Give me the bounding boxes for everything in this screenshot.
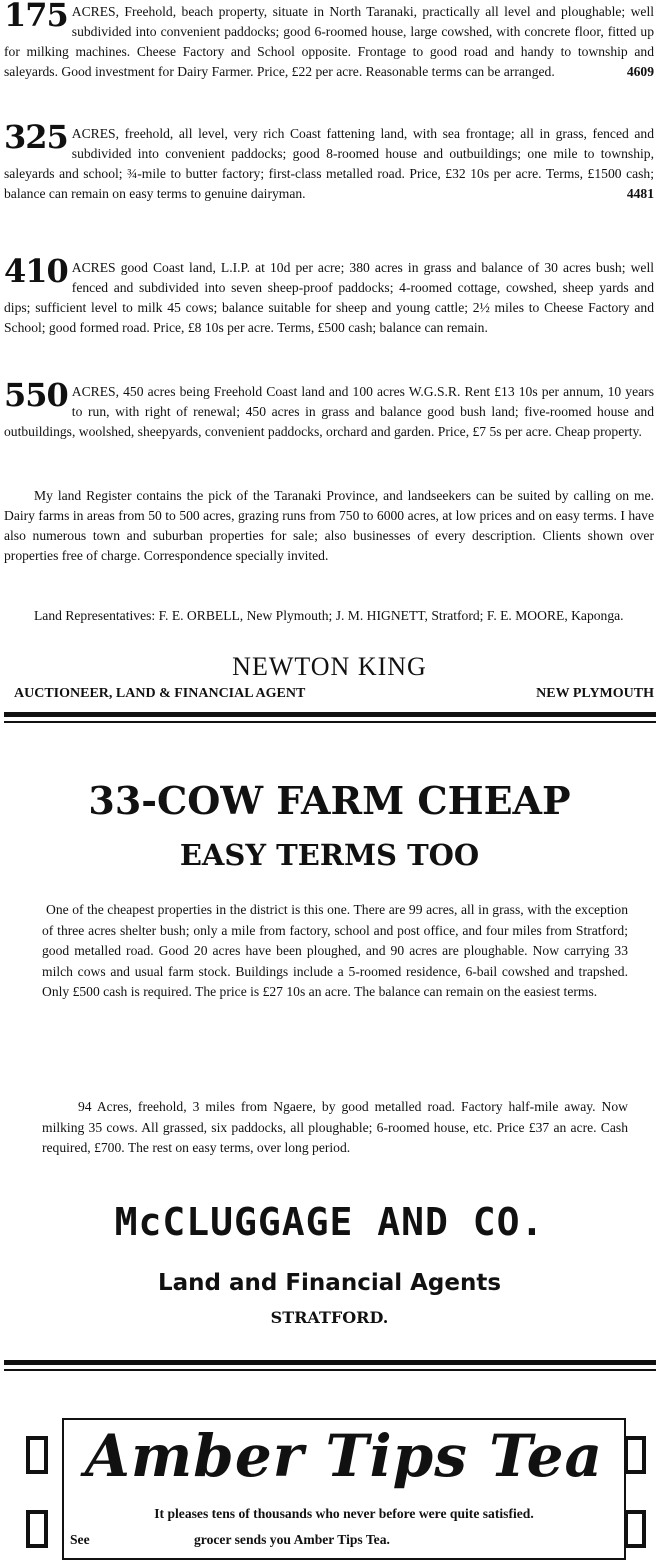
newton-king-byline	[14, 686, 654, 702]
listing-text: ACRES, freehold, all level, very rich Coast fattening land, with sea frontage; all in grass, fenced and subdivided into convenient paddocks; good 8-roomed house and outbuildings; one mile to township, saleyards and school; ¾-mile to butter factory; first-class metalled road. Price, £32 10s per acre. Terms, £1500 cash; balance can remain on easy terms to genuine dairyman.	[4, 126, 654, 201]
divider-rule	[4, 712, 656, 717]
mccluggage-role: Land and Financial Agents	[157, 1270, 502, 1296]
listing-acreage: 410	[4, 252, 68, 290]
listing-acreage: 175	[4, 0, 68, 34]
border-ornament	[624, 1436, 646, 1474]
listing-175	[4, 2, 654, 82]
tea-tagline: grocer sends you Amber Tips Tea.	[194, 1532, 390, 1547]
mccluggage-town: STRATFORD.	[270, 1308, 389, 1327]
border-ornament	[26, 1436, 48, 1474]
listing-text: ACRES, Freehold, beach property, situate in North Taranaki, practically all level and ploughable; well subdivided into convenient paddocks; good 6-roomed house, large cowshed, with concrete floor, fitted up for milking machines. Cheese Factory and School opposite. Frontage to good road and handy to township and saleyards. Good investment for Dairy Farmer. Price, £22 per acre. Reasonable terms can be arranged.	[4, 4, 654, 79]
farm-subhead: EASY TERMS TOO	[179, 838, 480, 872]
listing-acreage: 325	[4, 118, 68, 156]
amber-tips-tea-ad	[62, 1418, 626, 1560]
farm-headline: 33-COW FARM CHEAP	[88, 778, 571, 823]
tea-see: See	[70, 1532, 90, 1547]
listing-ref: 4481	[626, 186, 654, 201]
amber-tips-tea-logo: Amber Tips Tea	[84, 1422, 604, 1490]
divider-rule	[4, 1360, 656, 1365]
listing-text: ACRES, 450 acres being Freehold Coast land and 100 acres W.G.S.R. Rent £13 10s per annum, 10 years to run, with right of renewal; 450 acres in grass and balance good bush land; five-roomed house and outbuildings, woolshed, sheepyards, convenient paddocks, orchard and garden. Price, £7 5s per acre. Cheap property.	[4, 384, 654, 439]
divider-rule	[4, 721, 656, 723]
listing-550	[4, 376, 654, 442]
divider-rule	[4, 1369, 656, 1371]
listing-text: ACRES good Coast land, L.I.P. at 10d per acre; 380 acres in grass and balance of 30 acres bush; well fenced and subdivided into seven sheep-proof paddocks; 4-roomed cottage, cowshed, sheep yards and dips; sufficient level to milk 45 cows; balance suitable for sheep and young cattle; 2½ miles to Cheese Factory and School; good formed road. Price, £8 10s per acre. Terms, £500 cash; balance can remain.	[4, 260, 654, 335]
listing-acreage: 550	[4, 376, 68, 414]
listing-ref: 4609	[626, 64, 654, 79]
farm-paragraph: One of the cheapest properties in the district is this one. There are 99 acres, all in grass, with the exception of three acres shelter bush; only a mile from factory, school and post office, and four miles from Stratford; good metalled road. Good 20 acres have been ploughed, and 90 acres are ploughable. Now carrying 33 milch cows and usual farm stock. Buildings include a 5-roomed residence, 6-bail cowshed and trapshed. Only £500 cash is required. The price is £27 10s an acre. The balance can remain on the easiest terms.	[42, 902, 628, 999]
listing-325	[4, 118, 654, 204]
register-paragraph: My land Register contains the pick of the Taranaki Province, and landseekers can be suited by calling on me. Dairy farms in areas from 50 to 500 acres, grazing runs from 750 to 6000 acres, at low prices and on easy terms. I have also numerous town and suburban properties for sale; also businesses of every description. Clients shown over properties free of charge. Correspondence specially invited.	[4, 488, 654, 563]
tea-slogan: It pleases tens of thousands who never before were quite satisfied.	[154, 1506, 534, 1521]
farm-paragraph-94-acres: 94 Acres, freehold, 3 miles from Ngaere, by good metalled road. Factory half-mile away. Now milking 35 cows. All grassed, six paddocks, all ploughable; 6-roomed house, etc. Price £37 an acre. Cash required, £700. The rest on easy terms, over long period.	[42, 1099, 628, 1155]
mccluggage-name: McCLUGGAGE AND CO.	[114, 1200, 545, 1244]
border-ornament	[624, 1510, 646, 1548]
newton-king-town: NEW PLYMOUTH	[536, 686, 654, 701]
newton-king-name: NEWTON KING	[232, 652, 427, 681]
newton-king-role: AUCTIONEER, LAND & FINANCIAL AGENT	[14, 686, 306, 701]
representatives: Land Representatives: F. E. ORBELL, New Plymouth; J. M. HIGNETT, Stratford; F. E. MOORE, Kaponga.	[34, 608, 624, 623]
listing-410	[4, 252, 654, 338]
border-ornament	[26, 1510, 48, 1548]
